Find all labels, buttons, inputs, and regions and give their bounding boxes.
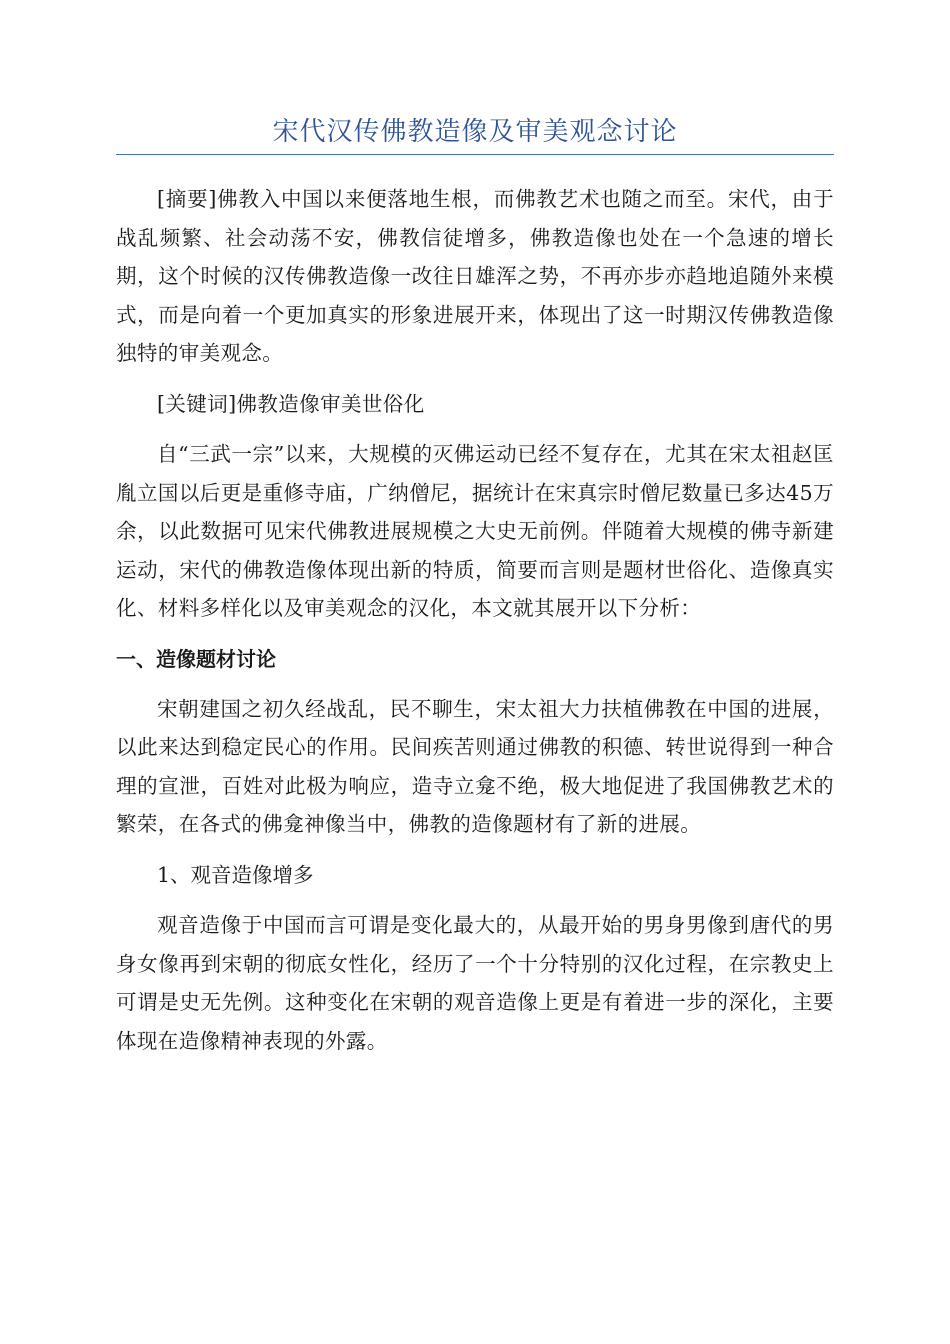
intro-paragraph: 自“三武一宗”以来，大规模的灭佛运动已经不复存在，尤其在宋太祖赵匡胤立国以后更是重修寺庙，广纳僧尼，据统计在宋真宗时僧尼数量已多达45万余，以此数据可见宋代佛教进展规模之大史无前例。伴随着大规模的佛寺新建运动，宋代的佛教造像体现出新的特质，简要而言则是题材世俗化、造像真实化、材料多样化以及审美观念的汉化，本文就其展开以下分析： <box>116 442 834 620</box>
spacer <box>116 155 834 168</box>
spacer <box>116 844 834 856</box>
spacer <box>116 628 834 640</box>
keywords-paragraph: [关键词]佛教造像审美世俗化 <box>157 391 425 416</box>
document-title: 宋代汉传佛教造像及审美观念讨论 <box>116 112 834 155</box>
spacer <box>116 678 834 690</box>
subsection-heading: 1、观音造像增多 <box>157 862 314 887</box>
section-heading: 一、造像题材讨论 <box>116 646 276 671</box>
spacer <box>116 373 834 385</box>
spacer <box>116 423 834 435</box>
spacer <box>116 168 834 180</box>
section-paragraph: 宋朝建国之初久经战乱，民不聊生，宋太祖大力扶植佛教在中国的进展，以此来达到稳定民心的作用。民间疾苦则通过佛教的积德、转世说得到一种合理的宣泄，百姓对此极为响应，造寺立龛不绝，极大地促进了我国佛教艺术的繁荣，在各式的佛龛神像当中，佛教的造像题材有了新的进展。 <box>116 696 834 836</box>
abstract-paragraph: [摘要]佛教入中国以来便落地生根，而佛教艺术也随之而至。宋代，由于战乱频繁、社会动荡不安，佛教信徒增多，佛教造像也处在一个急速的增长期，这个时候的汉传佛教造像一改往日雄浑之势，不再亦步亦趋地追随外来模式，而是向着一个更加真实的形象进展开来，体现出了这一时期汉传佛教造像独特的审美观念。 <box>116 187 834 365</box>
subsection-paragraph: 观音造像于中国而言可谓是变化最大的，从最开始的男身男像到唐代的男身女像再到宋朝的彻底女性化，经历了一个十分特别的汉化过程，在宗教史上可谓是史无先例。这种变化在宋朝的观音造像上更是有着进一步的深化，主要体现在造像精神表现的外露。 <box>116 913 834 1053</box>
document-page <box>116 112 834 1060</box>
spacer <box>116 894 834 906</box>
